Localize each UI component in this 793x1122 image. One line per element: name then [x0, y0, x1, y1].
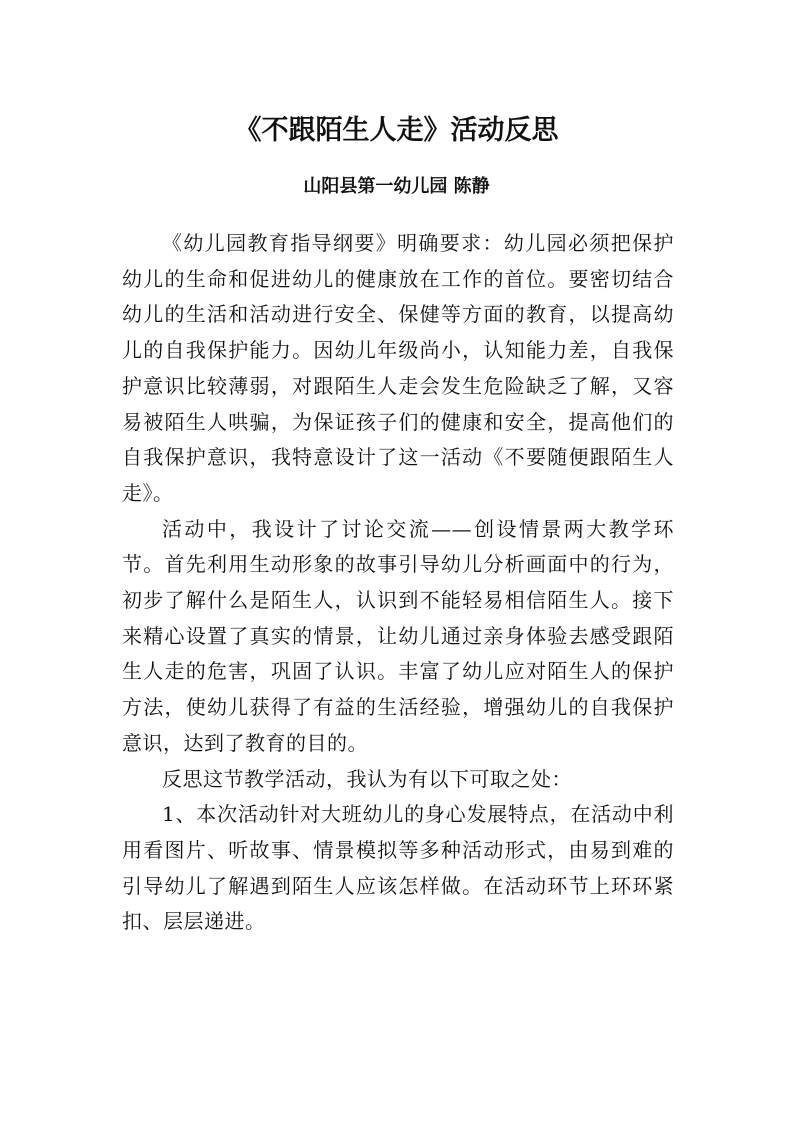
document-body	[122, 226, 674, 940]
paragraph-2: 活动中，我设计了讨论交流——创设情景两大教学环节。首先利用生动形象的故事引导幼儿分析画面中的行为，初步了解什么是陌生人，认识到不能轻易相信陌生人。接下来精心设置了真实的情景，让幼儿通过亲身体验去感受跟陌生人走的危害，巩固了认识。丰富了幼儿应对陌生人的保护方法，使幼儿获得了有益的生活经验，增强幼儿的自我保护意识，达到了教育的目的。	[122, 516, 674, 755]
paragraph-4: 1、本次活动针对大班幼儿的身心发展特点，在活动中利用看图片、听故事、情景模拟等多种活动形式，由易到难的引导幼儿了解遇到陌生人应该怎样做。在活动环节上环环紧扣、层层递进。	[122, 802, 674, 934]
paragraph-3: 反思这节教学活动，我认为有以下可取之处：	[162, 766, 572, 791]
paragraph-1: 《幼儿园教育指导纲要》明确要求：幼儿园必须把保护幼儿的生命和促进幼儿的健康放在工作的首位。要密切结合幼儿的生活和活动进行安全、保健等方面的教育，以提高幼儿的自我保护能力。因幼儿年级尚小，认知能力差，自我保护意识比较薄弱，对跟陌生人走会发生危险缺乏了解，又容易被陌生人哄骗，为保证孩子们的健康和安全，提高他们的自我保护意识，我特意设计了这一活动《不要随便跟陌生人走》。	[122, 231, 674, 505]
document-author: 山阳县第一幼儿园 陈静	[303, 176, 490, 197]
document-title: 《不跟陌生人走》活动反思	[234, 115, 559, 146]
